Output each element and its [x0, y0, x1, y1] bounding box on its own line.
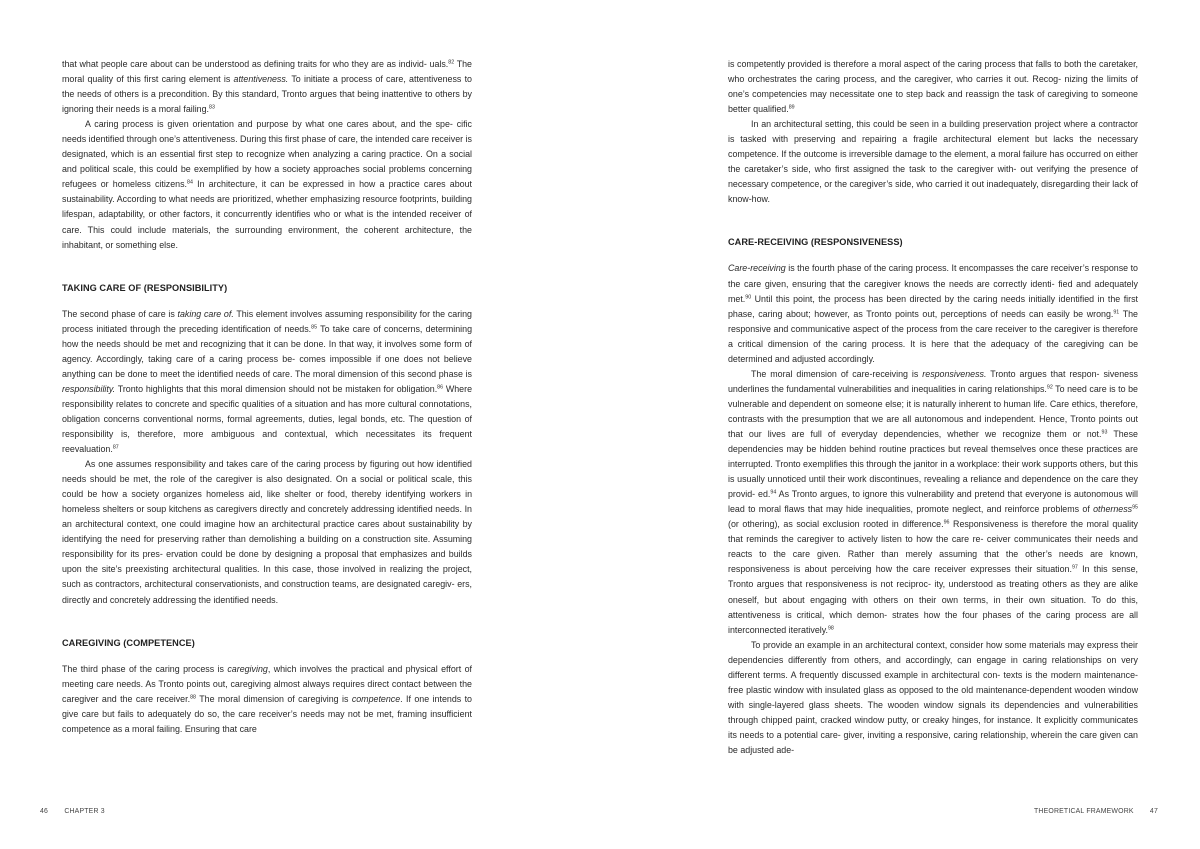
- body-paragraph: [62, 457, 472, 607]
- italic-term: otherness: [1093, 504, 1133, 515]
- right-text-column: [728, 57, 1138, 758]
- left-footer: [40, 808, 105, 815]
- chapter-label: CHAPTER 3: [64, 808, 105, 815]
- footnote-marker: 98: [827, 625, 834, 632]
- text-run: (or othering), as social exclusion rooted in difference.: [728, 519, 944, 530]
- heading-taking-care-of: TAKING CARE OF (RESPONSIBILITY): [62, 282, 228, 293]
- text-run: To take care of concerns, determining how the needs should be met and recognizing that it can be done. In that way, it involves some form of agency. Accordingly, taking care of a caring process be- comes impossible if one does not believe anything can be done to meet the identified needs of care. The moral dimension of this second phase is: [62, 323, 473, 379]
- responsiveness-section: [728, 261, 1138, 758]
- text-run: The moral dimension of caregiving is: [195, 693, 352, 704]
- footnote-marker: 90: [745, 294, 752, 301]
- page-number-right: 47: [1149, 808, 1158, 815]
- footnote-marker: 84: [187, 180, 193, 187]
- heading-caregiving: CAREGIVING (COMPETENCE): [62, 637, 195, 648]
- text-run: Tronto argues that respon- siveness underlines the fundamental vulnerabilities and inequalities in caring relationships.: [728, 368, 1138, 394]
- text-run: Until this point, the process has been directed by the caring needs initially identified in the first phase, caring about; however, as Tronto points out, perceptions of needs can easily be wrong.: [728, 293, 1138, 319]
- italic-term: Care-receiving: [728, 263, 786, 274]
- competence-section: [62, 662, 472, 737]
- right-page: [600, 0, 1200, 849]
- footnote-marker: 95: [1132, 504, 1138, 511]
- body-paragraph: [62, 307, 472, 457]
- text-run: To need care is to be vulnerable and dependent on someone else; it is naturally inherent to human life. Care ethics, therefore, contrasts with the presumption that we are all autonomous and independent. Hence, Tronto points out that our lives are full of everyday dependencies, whether we recognize them or not.: [728, 383, 1138, 439]
- italic-term: responsibility.: [62, 383, 116, 394]
- text-run: Tronto highlights that this moral dimension should not be mistaken for obligation.: [115, 383, 438, 394]
- text-run: The responsive and communicative aspect of the process from the care receiver to the caregiver is therefore a critical dimension of the caring process. It is here that the adequacy of the caregiving can be determined and adjusted accordingly.: [728, 308, 1138, 364]
- body-paragraph: [62, 57, 472, 117]
- text-run: Where responsibility relates to concrete and specific qualities of a situation and has more cultural connotations, obligation concerns conventional norms, formal agreements, duties, legal bonds, etc. The question of responsibility is, therefore, more ambiguous and contextual, which necessitates its frequent reevaluation.: [62, 383, 473, 455]
- footnote-marker: 97: [1071, 565, 1078, 572]
- text-run: The second phase of care is: [62, 308, 178, 319]
- text-run: As Tronto argues, to ignore this vulnerability and pretend that everyone is autonomous will lead to moral flaws that may hide inequalities, promote neglect, and reinforce problems of: [728, 489, 1139, 515]
- text-run: The moral quality of this first caring element is: [62, 59, 472, 85]
- intro-section-left: [62, 57, 472, 253]
- body-paragraph: [728, 638, 1138, 758]
- right-footer: [1034, 808, 1158, 815]
- italic-term: attentiveness.: [233, 74, 289, 85]
- footnote-marker: 93: [1101, 429, 1108, 436]
- footnote-marker: 86: [437, 384, 444, 391]
- section-label: THEORETICAL FRAMEWORK: [1034, 808, 1134, 815]
- text-run: As one assumes responsibility and takes care of the caring process by figuring out how identified needs should be met, the role of the caregiver is also designated. On a social or political scale, this could be how a society organizes homeless aid, like shelter or food, thereby identifying workers in homeless shelters or soup kitchens as caregivers directly and concretely addressing identified needs. In an architectural context, one could imagine how an architectural practice cares about sustainability by identifying the need for preserving rather than demolishing a building on a construction site. Assuming responsibility for its pres- ervation could be done by designing a proposal that emphasizes and builds upon the site’s preexisting architectural qualities. In this case, those involved in realizing the project, such as contractors, architectural conservationists, and construction teams, are designated caregiv- ers, directly and concretely addressing the identified needs.: [62, 459, 472, 605]
- text-run: These dependencies may be hidden behind routine practices but reveal themselves once these practices are interrupted. Tronto exemplifies this through the janitor in a workplace: their work supports others, but this is usually unnoticed until their work discontinues, revealing a reliance and dependence on the care they provid- ed.: [728, 428, 1138, 500]
- text-run: In an architectural setting, this could be seen in a building preservation project where a contractor is tasked with preserving and repairing a fragile architectural element but lacks the necessary competence. If the outcome is irreversible damage to the element, a moral failure has occurred on either the caretaker’s side, who first assigned the task to the caregiver with- out verifying the presence of necessary competence, or the caregiver’s side, who carried it out inadequately, disregarding their lack of know-how.: [728, 119, 1138, 205]
- text-run: , which involves the practical and physical effort of meeting care needs. As Tronto points out, caregiving almost always requires direct contact between the caregiver and the care receiver.: [62, 663, 472, 704]
- text-run: The third phase of the caring process is: [62, 663, 228, 674]
- body-paragraph: [62, 662, 472, 737]
- body-paragraph: [62, 117, 472, 252]
- footnote-marker: 91: [1113, 309, 1120, 316]
- text-run: that what people care about can be understood as defining traits for who they are as individ- uals.: [62, 59, 449, 69]
- footnote-marker: 92: [1046, 384, 1053, 391]
- text-run: This element involves assuming responsibility for the caring process initiated through the preceding identification of needs.: [62, 308, 472, 334]
- body-paragraph: [728, 57, 1138, 117]
- text-run: In architecture, it can be expressed in how a practice cares about sustainability. According to what needs are prioritized, whether emphasizing resource footprints, building lifespan, adaptability, or other factors, it concurrently identifies who or what is the intended receiver of care. This could include materials, the surrounding environment, the coherent architecture, the inhabitant, or something else.: [62, 179, 472, 250]
- text-run: . If one intends to give care but fails to adequately do so, the care receiver’s needs may not be met, framing insufficient competence as a moral failing. Ensuring that care: [62, 693, 472, 734]
- text-run: In this sense, Tronto argues that responsiveness is not reciproc- ity, understood as treating others as they are alike oneself, but about engaging with others on their own terms, in their own situation. To do this, attentiveness is critical, which demon- strates how the four phases of the caring process are all interconnected iteratively.: [728, 564, 1138, 635]
- text-run: is the fourth phase of the caring process. It encompasses the care receiver’s response to the care given, ensuring that the caregiver knows the needs are correctly identi- fied and adequately met.: [728, 263, 1138, 304]
- footnote-marker: 94: [770, 489, 777, 496]
- text-run: Responsiveness is therefore the moral quality that reminds the caregiver to actively listen to how the care re- ceiver communicates their needs and reacts to the care given. Rather than merely assuming that the other’s needs are known, responsiveness is about perceiving how the care receiver expresses their situation.: [728, 519, 1138, 575]
- responsibility-section: [62, 307, 472, 608]
- text-run: is competently provided is therefore a moral aspect of the caring process that falls to both the caretaker, who orchestrates the caring process, and the caregiver, who carries it out. Recog- nizing the limits of one’s competencies may necessitate one to step back and reassign the task of caregiving to someone better qualified.: [728, 59, 1138, 115]
- footnote-marker: 85: [311, 324, 318, 331]
- footnote-marker: 88: [190, 694, 196, 701]
- heading-care-receiving: CARE-RECEIVING (RESPONSIVENESS): [728, 237, 903, 248]
- body-paragraph: [728, 117, 1138, 207]
- footnote-marker: 87: [112, 444, 119, 451]
- footnote-marker: 89: [788, 104, 795, 111]
- text-run: To provide an example in an architectural context, consider how some materials may express their dependencies differently from others, and accordingly, can engage in caring relationships on very different terms. A frequently discussed example in architectural con- texts is the modern maintenance-free plastic window with insulated glass as opposed to the old maintenance-dependent wooden window with single-layered glass sheets. The wooden window signals its dependencies and vulnerabilities through chipped paint, cracked window putty, or creaky hinges, for instance. It explicitly communicates its needs to a potential care- giver, inviting a responsive, caring relationship, wherein the care given can be adjusted ade-: [728, 639, 1138, 755]
- page-number-left: 46: [40, 808, 49, 815]
- footnote-marker: 96: [943, 519, 950, 526]
- italic-term: responsiveness.: [922, 368, 987, 379]
- italic-term: competence: [351, 693, 401, 704]
- footnote-marker: 83: [209, 104, 215, 111]
- body-paragraph: [728, 367, 1138, 638]
- intro-section-right: [728, 57, 1138, 207]
- left-text-column: [62, 57, 472, 737]
- footnote-marker: 82: [448, 59, 455, 66]
- italic-term: taking care of.: [177, 308, 234, 319]
- italic-term: caregiving: [227, 663, 268, 674]
- text-run: The moral dimension of care-receiving is: [751, 368, 923, 379]
- body-paragraph: [728, 261, 1138, 366]
- text-run: To initiate a process of care, attentiveness to the needs of others is a precondition. By this standard, Tronto argues that being inattentive to others by ignoring their needs is a moral failing.: [62, 74, 472, 115]
- text-run: A caring process is given orientation and purpose by what one cares about, and the spe- cific needs identified through one’s attentiveness. During this first phase of care, the intended care receiver is designated, which is an essential first step to recognize when analyzing a caring practice. On a social and political scale, this could be exemplified by how a society approaches social problems concerning refugees or homeless citizens.: [62, 119, 472, 190]
